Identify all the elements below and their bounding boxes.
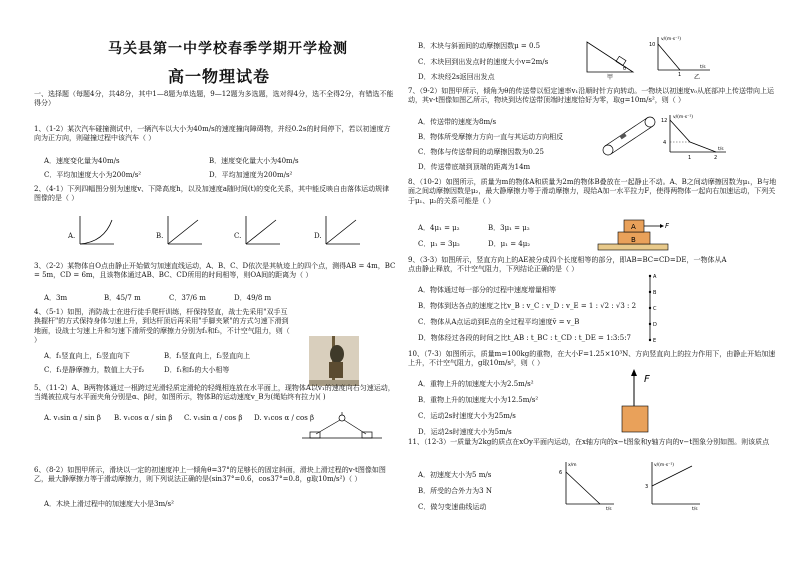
q6-v-axis-label: v/(m·s⁻¹) [661,37,682,42]
q2-option-d[interactable]: D. [314,232,322,240]
q5-stem: 5、（11-2）A、B两物体通过一根跨过光滑轻质定滑轮的轻绳相连放在水平面上，现物体A以v₁的速度向右匀速运动，当绳被拉成与水平面夹角分别是α、β时，如图所示，物体B的运动速度v_B为(绳始终有拉力)( ) [34,384,395,402]
q6-v0-label: 10 [649,42,656,48]
q6-t1-label: 1 [678,72,682,78]
q8-block-b-label: B [631,236,636,244]
q5-option-a[interactable]: A. v₁sin α / sin β [44,414,101,422]
q7-stem: 7、（9-2）如图甲所示，倾角为θ的传送带以恒定速率v₁沿顺时针方向转动。一物块以初速度v₀从底部冲上传送带向上运动，其v-t图像如图乙所示，物块到达传送带顶端时速度恰好为零，取g=10m/s²，则（ ） [408,87,774,105]
q8-block-a-label: A [631,223,636,231]
q7-vt-graph [660,112,730,162]
q8-option-b[interactable]: B．3μ₁ = μ₂ [488,224,530,232]
q11-xt-graph [558,460,618,512]
q7-option-b[interactable]: B．物体所受摩擦力方向一直与其运动方向相反 [418,133,564,141]
q5-option-d[interactable]: D. v₁cos α / cos β [254,414,315,422]
q5-option-c[interactable]: C. v₁sin α / cos β [184,414,243,422]
q4-option-b[interactable]: B．f₁竖直向上，f₂竖直向上 [164,352,250,360]
q10-force-label: F [644,374,650,385]
q6-option-a[interactable]: A．木块上滑过程中的加速度大小是3m/s² [44,500,174,508]
q3-option-d[interactable]: D．49/8 m [234,294,272,302]
q10-weight-figure [618,368,662,436]
q7-option-a[interactable]: A．传送带的速度为8m/s [418,118,497,126]
q1-stem: 1、（1-2）某次汽车碰撞测试中，一辆汽车以大小为40m/s的速度撞向障碍物，并经0.2s的时间停下，若以初速度方向为正方向，则碰撞过程中该汽车（ ） [34,125,391,143]
section-heading: 一、选择题（每题4分，共48分，其中1—8题为单选题，9—12题为多选题，选对得4分，选不全得2分，有错选不能得分） [34,90,394,108]
q2-option-c[interactable]: C. [234,232,242,240]
q7-conveyor-figure [598,112,660,160]
q3-stem: 3、（2-2）某物体自O点由静止开始做匀加速直线运动，A、B、C、D依次是其轨迹上的四个点，测得AB = 4m，BC = 5m，CD = 6m，且该物体通过AB、BC、CD所用的时间相等，则OA间的距离为（ ） [34,262,396,280]
q4-option-c[interactable]: C．f₁是静摩擦力，数值上大于f₂ [44,366,145,374]
q10-stem: 10、（7-3）如图所示，质量m=100kg的重物，在大小F=1.25×10³N、方向竖直向上的拉力作用下，由静止开始加速上升，不计空气阻力，g取10m/s²，则（ ） [408,350,776,368]
q6-option-c[interactable]: C．木块回到出发点时的速度大小v=2m/s [418,58,549,66]
q1-option-d[interactable]: D．平均加速度为200m/s² [209,171,293,179]
q7-option-c[interactable]: C．物体与传送带间的动摩擦因数为0.25 [418,148,544,156]
subject-title: 高一物理试卷 [168,67,271,86]
q3-option-c[interactable]: C．37/6 m [169,294,206,302]
q6-option-b[interactable]: B．木块与斜面间的动摩擦因数μ = 0.5 [418,42,541,50]
q7-v0-label: 12 [661,118,668,124]
q1-option-a[interactable]: A．速度变化量为40m/s [44,157,120,165]
q11-t-axis-label-1: t/s [606,507,612,512]
q9-point-c: C [653,306,657,312]
q9-point-d: D [653,322,657,328]
q6-stem: 6、（8-2）如图甲所示，滑块以一定的初速度冲上一倾角θ=37°的足够长的固定斜面，滑块上滑过程的v-t图像如图乙，最大静摩擦力等于滑动摩擦力，则下列说法正确的是(sin37°=0.6，cos37°=0.8，g取10m/s²)（ ） [34,466,386,484]
q11-vt-graph [644,460,704,512]
q7-option-d[interactable]: D．传送带底端到顶端的距离为14m [418,163,531,171]
q1-option-c[interactable]: C．平均加速度大小为200m/s² [44,171,142,179]
q1-option-b[interactable]: B．速度变化量大小为40m/s [209,157,299,165]
q7-t1-label: 1 [688,155,692,161]
q11-stem: 11、（12-3）一质量为2kg的质点在xOy平面内运动，在x轴方向的x−t图象和y轴方向的v−t图象分别如图。则该质点 [408,438,770,446]
q10-option-a[interactable]: A．重物上升的加速度大小为2.5m/s² [418,380,534,388]
q11-x0-label: 6 [559,470,563,476]
q7-t2-label: 2 [714,155,718,161]
q6-vt-graph [648,34,714,80]
q3-option-b[interactable]: B．45/7 m [104,294,141,302]
q2-option-a[interactable]: A. [68,232,76,240]
q9-option-c[interactable]: C．物体从A点运动到E点的全过程平均速度v̄ = v_B [418,318,580,326]
q2-graph-d [324,214,362,248]
q6-incline-figure [583,38,643,80]
q4-option-d[interactable]: D．f₁和f₂的大小相等 [164,366,230,374]
q11-v-axis-label: v/(m·s⁻¹) [654,463,675,468]
q9-point-e: E [653,338,657,344]
q9-vertical-line-diagram [644,270,664,346]
q8-stem: 8、（10-2）如图所示，质量为m的物体A和质量为2m的物体B叠放在一起静止不动。A、B之间动摩擦因数为μ₁，B与地面之间动摩擦因数是μ₂，最大静摩擦力等于滑动摩擦力，现给A加一水平拉力F，使得两物体一起向右加速运动，下列关于μ₁、μ₂的关系可能是（ ） [408,178,777,205]
q2-graph-c [244,214,282,248]
q2-graph-a [78,214,116,248]
q8-option-c[interactable]: C．μ₁ = 3μ₂ [418,240,460,248]
q6-t-axis-label: t/s [700,65,706,70]
q9-option-a[interactable]: A．物体通过每一部分的过程中速度增量相等 [418,286,557,294]
q6-label-yi: 乙 [694,74,701,80]
q9-point-a: A [653,274,657,280]
q5-pulley-diagram [302,412,382,442]
q6-option-d[interactable]: D．木块经2s返回出发点 [418,73,495,81]
q3-option-a[interactable]: A．3m [44,294,68,302]
q2-graph-b [166,214,204,248]
q11-x-axis-label: x/m [568,463,577,468]
q4-option-a[interactable]: A．f₁竖直向上，f₂竖直向下 [44,352,130,360]
q7-t-axis-label: t/s [718,147,724,152]
q7-v-axis-label: v/(m·s⁻¹) [673,115,694,120]
q2-stem: 2、（4-1）下列四幅图分别为速度v、下降高度h，以及加速度a随时间(t)的变化关系，其中能反映自由落体运动规律图像的是（ ） [34,185,390,203]
q4-stem: 4、（5-1）如图，消防战士在进行徒手爬杆训练，杆保持竖直，战士先采用"双手互换握杆"的方式保持身体匀速上升，到达杆顶后再采用"手脚夹紧"的方式匀速下滑到地面，设战士匀速上升和匀速下滑所受的摩擦力分别为f₁和f₂，不计空气阻力，则（ ） [34,308,290,345]
q8-force-label: F [665,222,670,230]
q9-stem: 9、（3-3）如图所示，竖直方向上的AE被分成四个长度相等的部分，即AB=BC=CD=DE，一物体从A点由静止释放，不计空气阻力，下列结论正确的是（ ） [408,256,727,274]
q10-option-b[interactable]: B．重物上升的加速度大小为12.5m/s² [418,396,539,404]
school-title: 马关县第一中学校春季学期开学检测 [108,41,348,57]
q9-option-d[interactable]: D．物体经过各段的时间之比t_AB : t_BC : t_CD : t_DE = 1:3:5:7 [418,334,632,342]
q2-option-b[interactable]: B. [156,232,164,240]
q11-v0-label: 3 [645,484,649,490]
q10-option-c[interactable]: C．运动2s时速度大小为25m/s [418,412,516,420]
q9-point-b: B [653,290,657,296]
q11-option-c[interactable]: C．做匀变速曲线运动 [418,503,487,511]
q5-option-b[interactable]: B. v₁cos α / sin β [114,414,173,422]
q10-option-d[interactable]: D．运动2s时速度大小为5m/s [418,428,512,436]
q8-option-a[interactable]: A．4μ₁ = μ₂ [418,224,460,232]
q4-photo-firefighter [309,336,359,386]
q11-option-b[interactable]: B．所受的合外力为3 N [418,487,492,495]
q8-option-d[interactable]: D．μ₁ = 4μ₂ [488,240,531,248]
q9-option-b[interactable]: B．物体到达各点的速度之比v_B : v_C : v_D : v_E = 1 : √2 : √3 : 2 [418,302,637,310]
q8-stacked-blocks [594,214,674,254]
q11-t-axis-label-2: t/s [692,507,698,512]
q11-option-a[interactable]: A．初速度大小为5 m/s [418,471,492,479]
q6-theta-label: θ [623,66,627,72]
q7-v1-label: 4 [663,140,667,146]
q6-label-jia: 甲 [607,74,614,80]
